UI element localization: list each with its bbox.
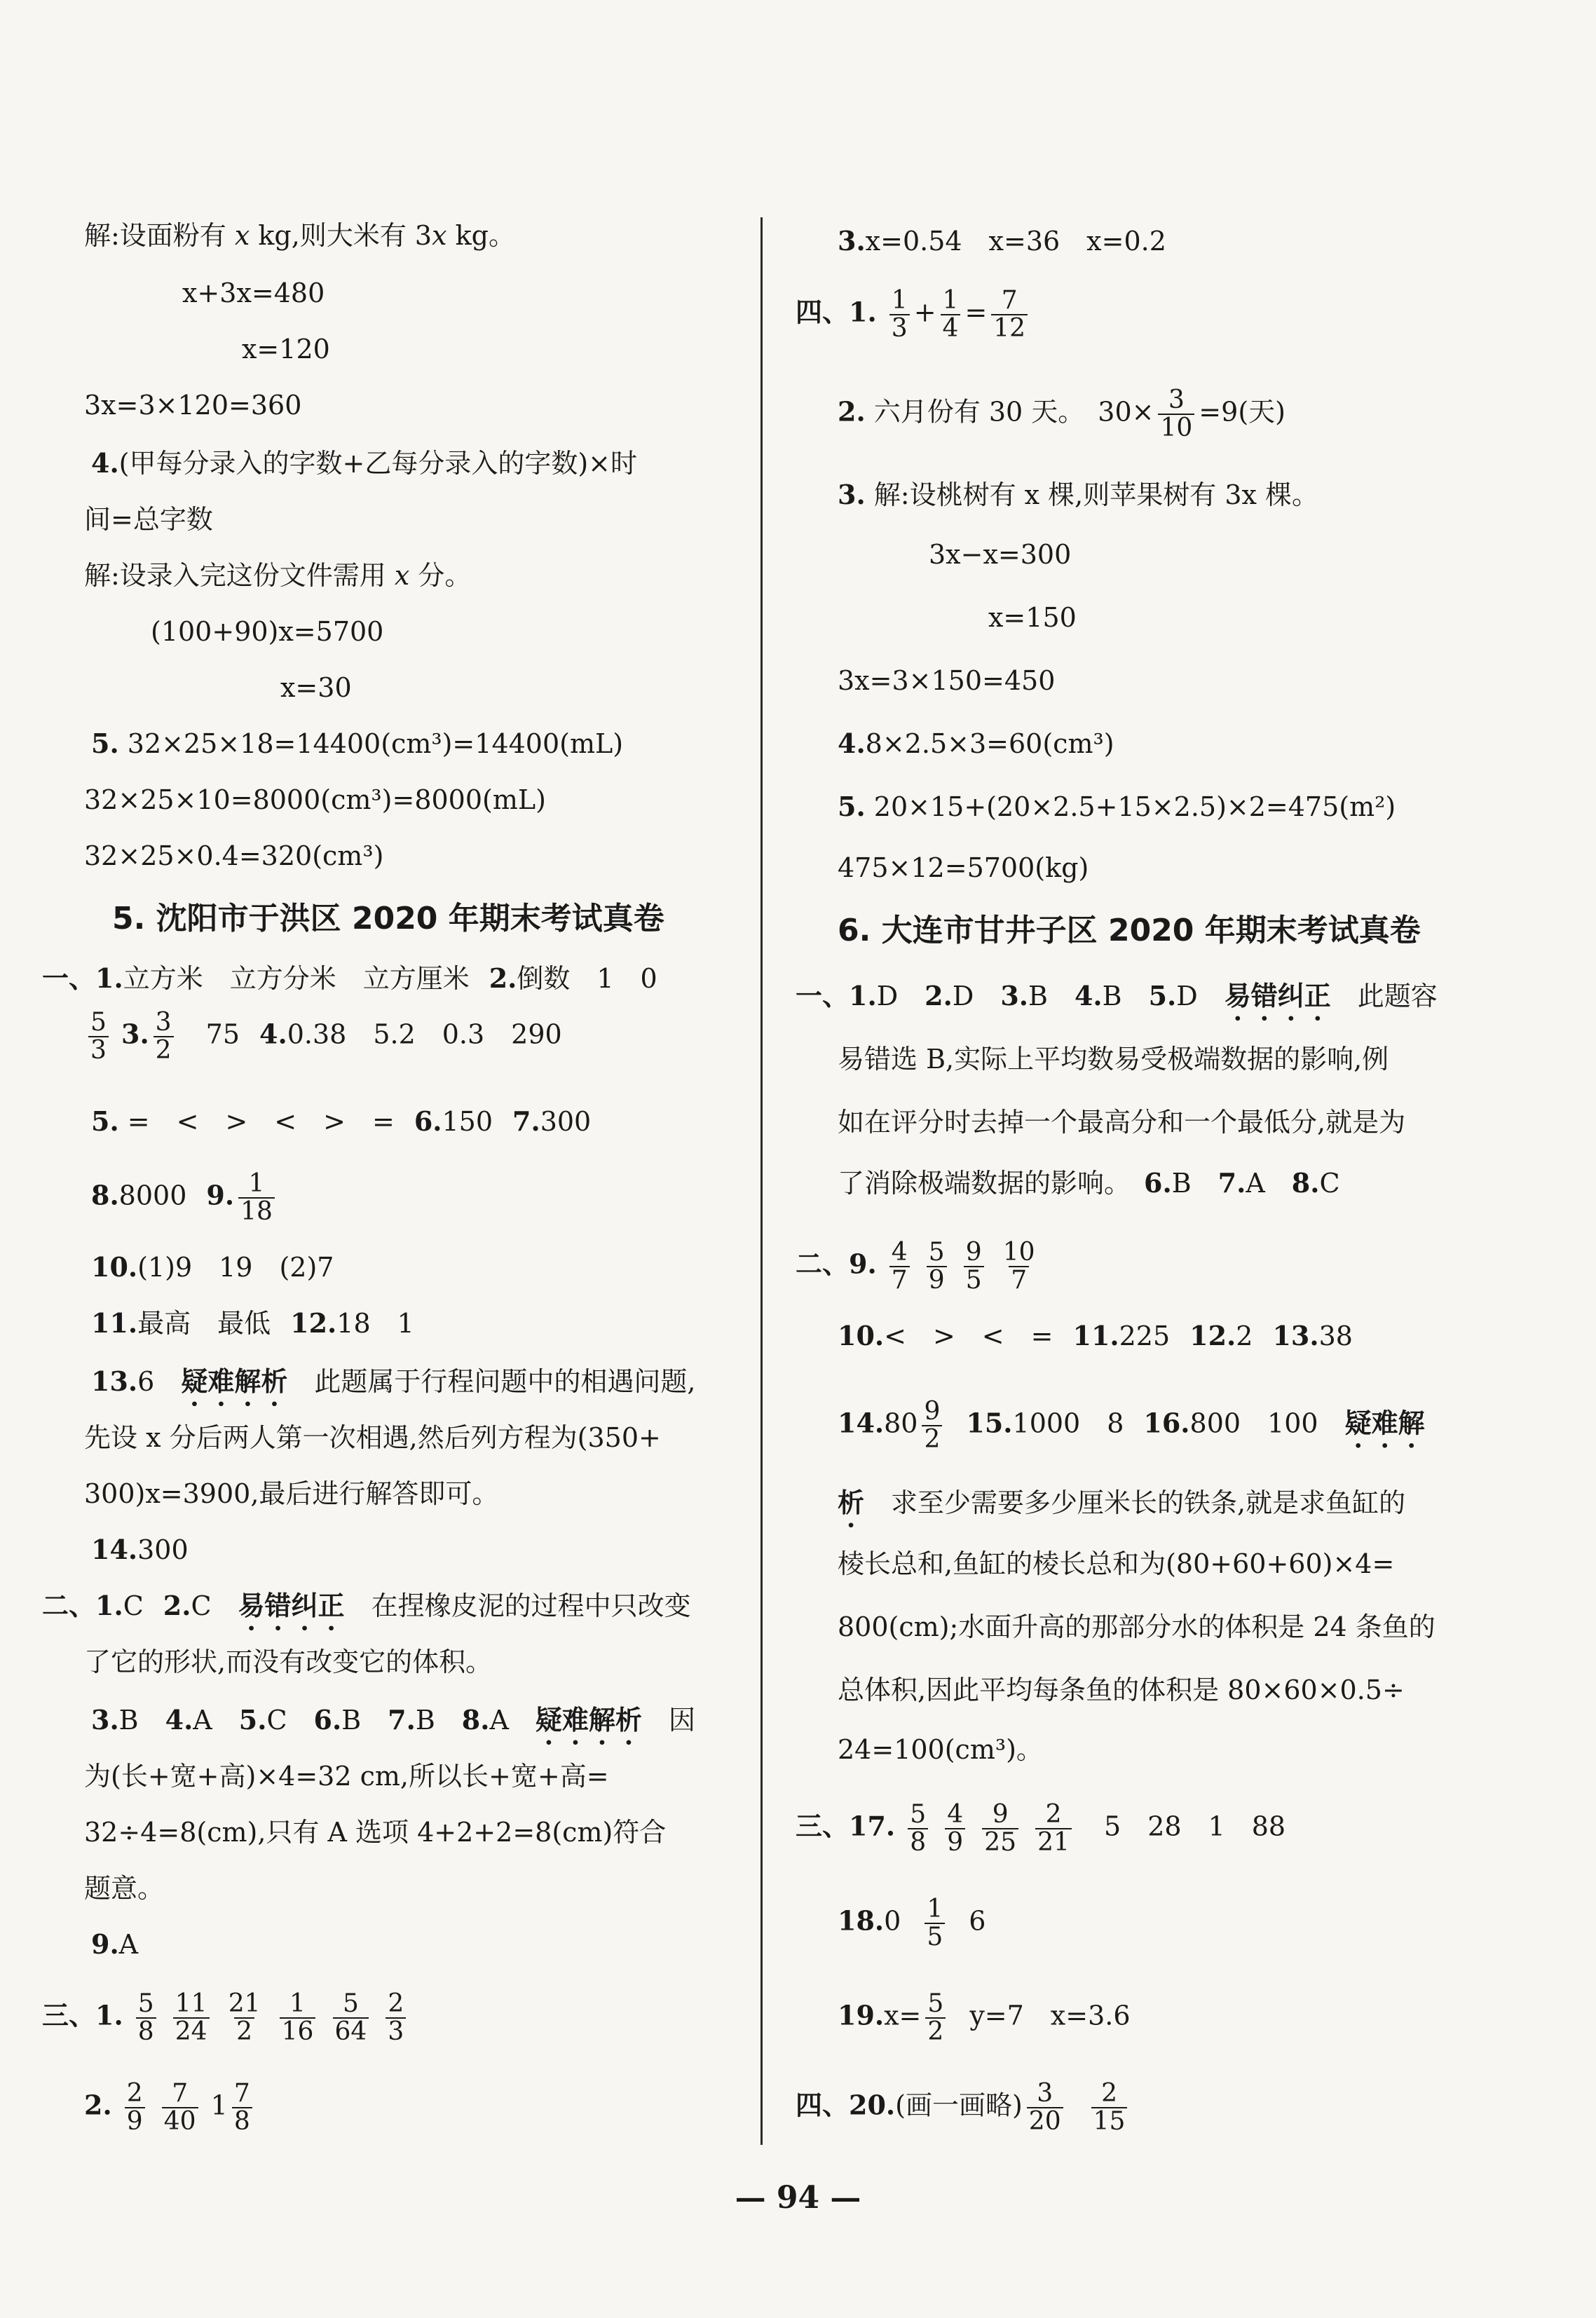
fraction: $\frac{3}{10}$ bbox=[1158, 387, 1194, 442]
answer-line: 三、1. $\frac{5}{8}$ $\frac{11}{24}$ $\frac{21}{2}$ $\frac{1}{16}$ $\frac{5}{64}$ $\frac{2}{3}$ bbox=[42, 1991, 410, 2045]
hint-tag: 易错纠正 bbox=[238, 1590, 345, 1621]
text-line: 析 求至少需要多少厘米长的铁条,就是求鱼缸的 bbox=[838, 1487, 1406, 1518]
text-line: 800(cm);水面升高的那部分水的体积是 24 条鱼的 bbox=[838, 1611, 1435, 1642]
answer-line: 19.x= $\frac{5}{2}$ y=7 x=3.6 bbox=[838, 1989, 1131, 2046]
text-line: 先设 x 分后两人第一次相遇,然后列方程为(350+ bbox=[84, 1422, 661, 1453]
fraction: $\frac{2}{9}$ bbox=[125, 2080, 145, 2135]
answer-line: 5. 20×15+(20×2.5+15×2.5)×2=475(m²) bbox=[838, 791, 1396, 822]
fraction: $\frac{10}{7}$ bbox=[1002, 1238, 1035, 1295]
equation-line: 32×25×0.4=320(cm³) bbox=[84, 840, 384, 871]
fraction: $\frac{1}{18}$ bbox=[238, 1171, 275, 1225]
text-line: 易错选 B,实际上平均数易受极端数据的影响,例 bbox=[838, 1044, 1389, 1075]
answer-line: 10.< > < = 11.225 12.2 13.38 bbox=[838, 1320, 1353, 1351]
equation-line: x=30 bbox=[280, 672, 352, 703]
answer-line: 三、17. $\frac{5}{8}$ $\frac{4}{9}$ $\frac{9}{25}$ $\frac{2}{21}$ 5 28 1 88 bbox=[796, 1800, 1286, 1857]
fraction: $\frac{7}{8}$ bbox=[232, 2080, 252, 2135]
equation-line: 475×12=5700(kg) bbox=[838, 852, 1089, 883]
text-line: 300)x=3900,最后进行解答即可。 bbox=[84, 1478, 499, 1509]
equation-line: 3x=3×120=360 bbox=[84, 390, 302, 421]
answer-line: 二、1.C 2.C 易错纠正 在捏橡皮泥的过程中只改变 bbox=[42, 1590, 691, 1621]
answer-line: 8.8000 9. $\frac{1}{18}$ bbox=[91, 1171, 279, 1225]
equation-line: 3x−x=300 bbox=[929, 539, 1072, 570]
section-heading: 6. 大连市甘井子区 2020 年期末考试真卷 bbox=[838, 913, 1421, 948]
answer-line: 3.B 4.A 5.C 6.B 7.B 8.A 疑难解析 因 bbox=[91, 1704, 695, 1736]
fraction: $\frac{7}{12}$ bbox=[991, 287, 1028, 342]
fraction: $\frac{5}{64}$ bbox=[333, 1991, 369, 2045]
hint-tag: 疑难解 bbox=[1344, 1407, 1425, 1439]
equation-line: x=150 bbox=[988, 602, 1077, 633]
answer-line: 2. $\frac{2}{9}$ $\frac{7}{40}$ 1 $\frac{7}{8}$ bbox=[84, 2080, 257, 2135]
text-line: 24=100(cm³)。 bbox=[838, 1734, 1043, 1765]
text-line: 32÷4=8(cm),只有 A 选项 4+2+2=8(cm)符合 bbox=[84, 1817, 667, 1848]
fraction: $\frac{21}{2}$ bbox=[228, 1989, 261, 2046]
hint-tag: 易错纠正 bbox=[1224, 981, 1331, 1011]
answer-line: 9.A bbox=[91, 1928, 139, 1960]
fraction: $\frac{3}{20}$ bbox=[1027, 2080, 1063, 2135]
answer-line: 四、20.(画一画略) $\frac{3}{20}$ $\frac{2}{15}$ bbox=[796, 2080, 1131, 2135]
text-line: 解:设面粉有 x kg,则大米有 3x kg。 bbox=[84, 220, 515, 251]
answer-line: 一、1.D 2.D 3.B 4.B 5.D 易错纠正 此题容 bbox=[796, 980, 1438, 1011]
answer-line: 3. 解:设桃树有 x 棵,则苹果树有 3x 棵。 bbox=[838, 479, 1319, 510]
answer-line: 4.8×2.5×3=60(cm³) bbox=[838, 728, 1114, 759]
text-line: 总体积,因此平均每条鱼的体积是 80×60×0.5÷ bbox=[838, 1675, 1405, 1705]
fraction: $\frac{5}{8}$ bbox=[136, 1991, 156, 2045]
column-divider bbox=[761, 217, 763, 2145]
section-heading: 5. 沈阳市于洪区 2020 年期末考试真卷 bbox=[112, 901, 664, 936]
text-line: 解:设录入完这份文件需用 x 分。 bbox=[84, 560, 472, 591]
hint-tag: 疑难解析 bbox=[535, 1705, 642, 1736]
equation-line: x+3x=480 bbox=[182, 278, 325, 308]
fraction: $\frac{11}{24}$ bbox=[173, 1991, 210, 2045]
fraction: $\frac{9}{5}$ bbox=[964, 1239, 984, 1294]
answer-line: 二、9. $\frac{4}{7}$ $\frac{5}{9}$ $\frac{9}{5}$ $\frac{10}{7}$ bbox=[796, 1239, 1042, 1294]
answer-line: 四、1. $\frac{1}{3}$ + $\frac{1}{4}$ = $\frac{7}{12}$ bbox=[796, 287, 1032, 342]
answer-line: 18.0 $\frac{1}{5}$ 6 bbox=[838, 1895, 986, 1951]
equation-line: (100+90)x=5700 bbox=[151, 616, 384, 647]
text-line: 如在评分时去掉一个最高分和一个最低分,就是为 bbox=[838, 1107, 1406, 1138]
fraction: $\frac{5}{2}$ bbox=[925, 1991, 946, 2045]
fraction: $\frac{1}{5}$ bbox=[925, 1896, 945, 1951]
fraction: $\frac{5}{9}$ bbox=[927, 1239, 947, 1294]
equation-line: x=120 bbox=[242, 334, 330, 364]
text-line: 了消除极端数据的影响。 6.B 7.A 8.C bbox=[838, 1167, 1340, 1199]
fraction: $\frac{1}{16}$ bbox=[280, 1991, 316, 2045]
fraction: $\frac{3}{2}$ bbox=[154, 1009, 174, 1064]
hint-tag: 疑难解析 bbox=[181, 1366, 288, 1397]
fraction: $\frac{5}{8}$ bbox=[908, 1801, 928, 1856]
answer-line: 2. 六月份有 30 天。 30× $\frac{3}{10}$ =9(天) bbox=[838, 386, 1285, 442]
answer-line: $\frac{5}{3}$ 3. $\frac{3}{2}$ 75 4.0.38 5.2 0.3 290 bbox=[84, 1009, 562, 1064]
answer-line: 3.x=0.54 x=36 x=0.2 bbox=[838, 225, 1166, 257]
fraction: $\frac{2}{15}$ bbox=[1091, 2080, 1128, 2135]
equation-line: 32×25×10=8000(cm³)=8000(mL) bbox=[84, 784, 546, 815]
text-line: 为(长+宽+高)×4=32 cm,所以长+宽+高= bbox=[84, 1761, 609, 1792]
text-line: 5. 32×25×18=14400(cm³)=14400(mL) bbox=[91, 728, 624, 759]
fraction: $\frac{2}{3}$ bbox=[386, 1991, 406, 2045]
fraction: $\frac{1}{4}$ bbox=[941, 287, 961, 342]
fraction: $\frac{7}{40}$ bbox=[162, 2080, 198, 2135]
answer-line: 10.(1)9 19 (2)7 bbox=[91, 1251, 334, 1283]
fraction: $\frac{4}{9}$ bbox=[945, 1801, 965, 1856]
answer-line: 14.80 $\frac{9}{2}$ 15.1000 8 16.800 100 疑难解 bbox=[838, 1397, 1425, 1454]
answer-line: 14.300 bbox=[91, 1534, 189, 1565]
text-line: 间=总字数 bbox=[84, 504, 213, 535]
fraction: $\frac{1}{3}$ bbox=[889, 287, 910, 342]
answer-line: 一、1.立方米 立方分米 立方厘米 2.倒数 1 0 bbox=[42, 962, 657, 994]
fraction: $\frac{5}{3}$ bbox=[88, 1009, 109, 1064]
answer-line: 5. = < > < > = 6.150 7.300 bbox=[91, 1105, 592, 1137]
equation-line: 3x=3×150=450 bbox=[838, 665, 1056, 696]
fraction: $\frac{2}{21}$ bbox=[1035, 1801, 1072, 1856]
fraction: $\frac{9}{25}$ bbox=[982, 1801, 1018, 1856]
fraction: $\frac{4}{7}$ bbox=[889, 1239, 910, 1294]
text-line: 题意。 bbox=[84, 1873, 165, 1904]
text-line: 4.(甲每分录入的字数+乙每分录入的字数)×时 bbox=[91, 447, 638, 479]
text-line: 了它的形状,而没有改变它的体积。 bbox=[84, 1647, 493, 1677]
fraction: $\frac{9}{2}$ bbox=[922, 1398, 942, 1453]
hint-tag: 析 bbox=[838, 1487, 865, 1518]
answer-line: 13.6 疑难解析 此题属于行程问题中的相遇问题, bbox=[91, 1365, 696, 1397]
page-number: — 94 — bbox=[735, 2180, 861, 2216]
answer-line: 11.最高 最低 12.18 1 bbox=[91, 1307, 414, 1339]
text-line: 棱长总和,鱼缸的棱长总和为(80+60+60)×4= bbox=[838, 1548, 1395, 1579]
